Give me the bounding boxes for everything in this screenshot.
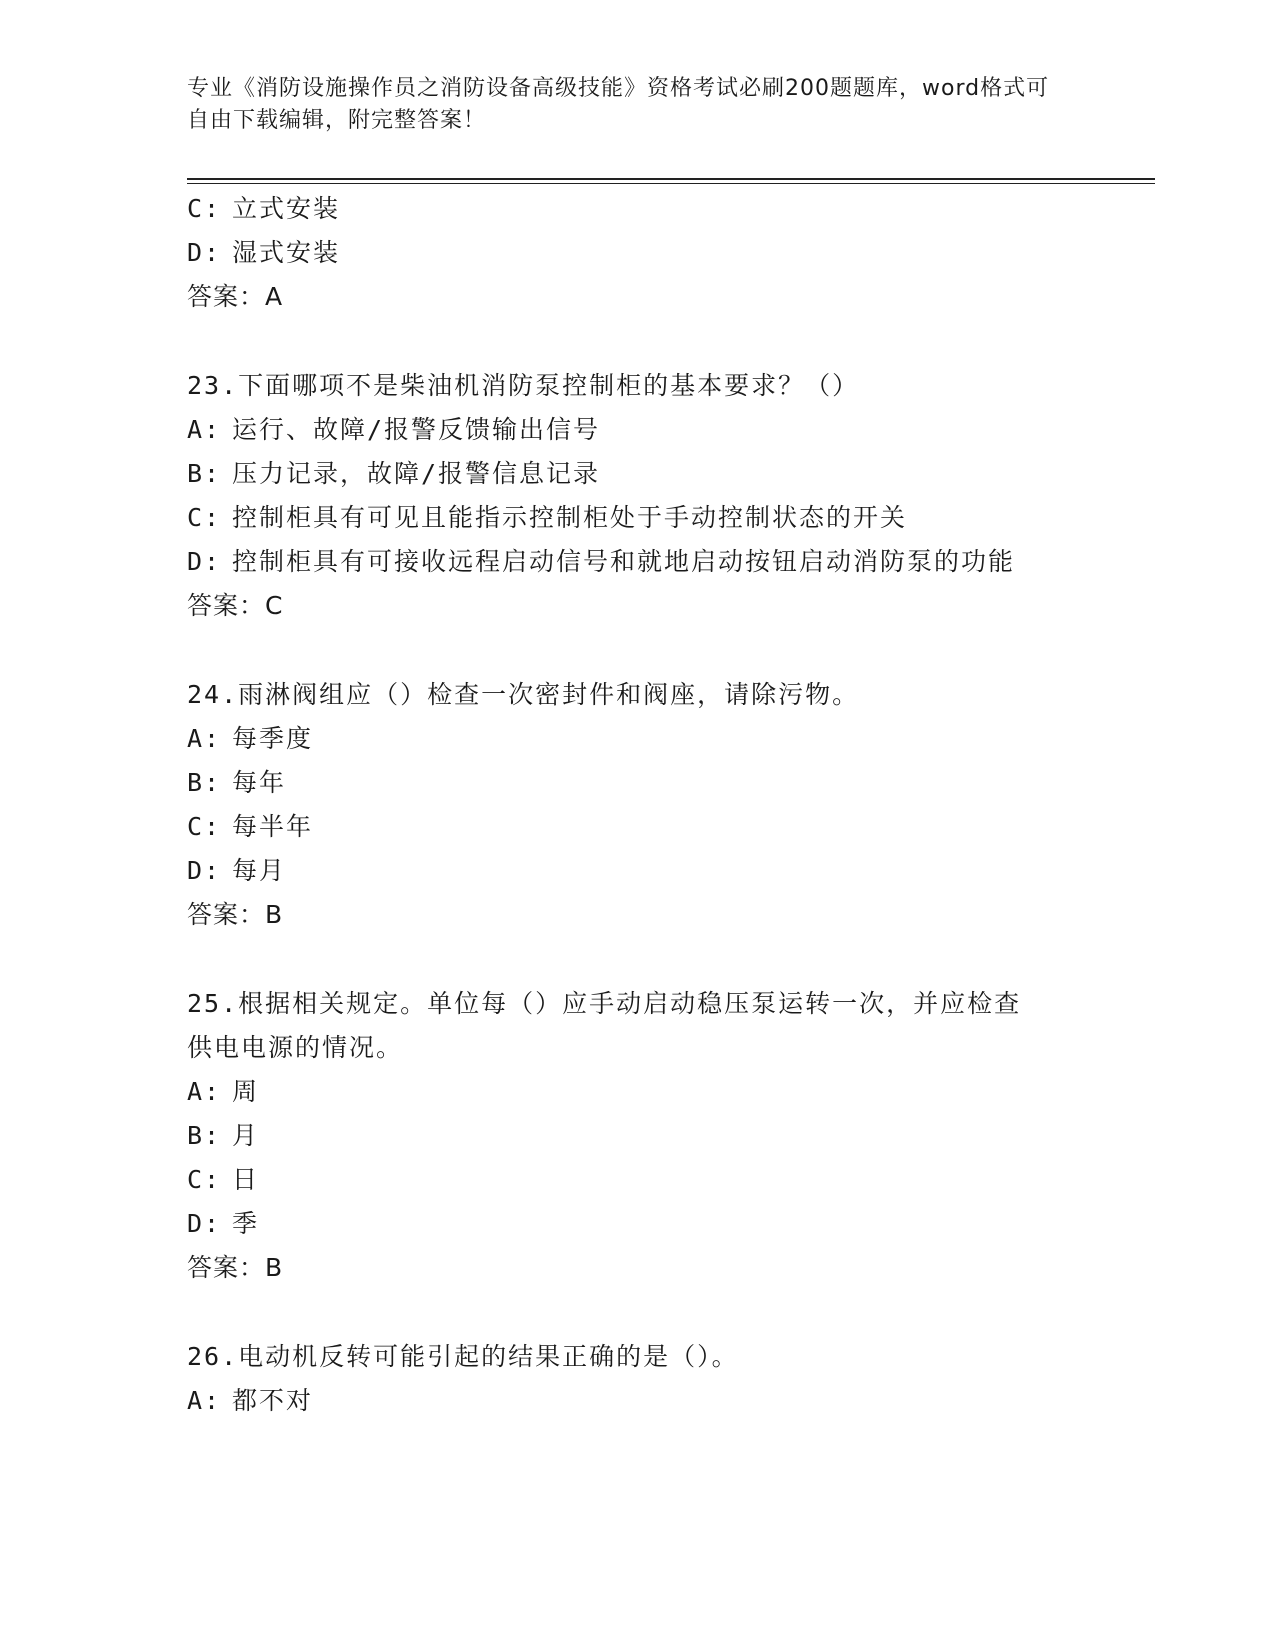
option-text: 每季度 <box>232 724 314 753</box>
option-a <box>187 414 600 446</box>
answer-line: 答案：C <box>187 591 284 620</box>
option-c <box>187 811 313 843</box>
option-key: A: <box>187 415 222 444</box>
option-a <box>187 1385 313 1417</box>
option-key: A: <box>187 1386 222 1415</box>
option-a <box>187 723 313 755</box>
option-d <box>187 1208 259 1240</box>
option-b <box>187 767 286 799</box>
option-key: A: <box>187 724 222 753</box>
option-text: 每年 <box>232 768 287 797</box>
option-key: D: <box>187 1209 222 1238</box>
option-text: 季 <box>232 1209 260 1238</box>
header-rule-thick <box>187 178 1155 180</box>
option-text: 周 <box>232 1077 260 1106</box>
option-text: 都不对 <box>232 1386 314 1415</box>
question-stem-continued: 供电电源的情况。 <box>187 1033 404 1062</box>
option-text: 立式安装 <box>232 194 341 223</box>
option-a <box>187 1076 259 1108</box>
question-stem: 24.雨淋阀组应（）检查一次密封件和阀座，请除污物。 <box>187 680 860 709</box>
option-key: D: <box>187 238 222 267</box>
option-c <box>187 193 340 225</box>
option-b <box>187 458 600 490</box>
option-key: C: <box>187 194 222 223</box>
option-text: 运行、故障/报警反馈输出信号 <box>232 415 601 444</box>
option-key: C: <box>187 503 222 532</box>
option-text: 月 <box>232 1121 260 1150</box>
answer-line: 答案：A <box>187 282 284 311</box>
option-key: C: <box>187 812 222 841</box>
option-b <box>187 1120 259 1152</box>
option-key: B: <box>187 768 222 797</box>
question-stem: 25.根据相关规定。单位每（）应手动启动稳压泵运转一次，并应检查 <box>187 989 1022 1018</box>
option-c <box>187 502 907 534</box>
option-d <box>187 855 286 887</box>
option-text: 压力记录，故障/报警信息记录 <box>232 459 601 488</box>
option-text: 控制柜具有可见且能指示控制柜处于手动控制状态的开关 <box>232 503 908 532</box>
option-key: A: <box>187 1077 222 1106</box>
option-key: D: <box>187 856 222 885</box>
option-text: 湿式安装 <box>232 238 341 267</box>
option-key: D: <box>187 547 222 576</box>
option-text: 控制柜具有可接收远程启动信号和就地启动按钮启动消防泵的功能 <box>232 547 1016 576</box>
option-d <box>187 546 1015 578</box>
option-text: 日 <box>232 1165 260 1194</box>
option-key: B: <box>187 459 222 488</box>
option-text: 每月 <box>232 856 287 885</box>
option-c <box>187 1164 259 1196</box>
header-rule-thin <box>187 183 1155 184</box>
option-d <box>187 237 340 269</box>
option-key: B: <box>187 1121 222 1150</box>
question-stem: 26.电动机反转可能引起的结果正确的是（）。 <box>187 1342 739 1371</box>
option-key: C: <box>187 1165 222 1194</box>
answer-line: 答案：B <box>187 1253 284 1282</box>
document-header: 专业《消防设施操作员之消防设备高级技能》资格考试必刷200题题库，word格式可自由下载编辑，附完整答案！ <box>187 76 1050 133</box>
answer-line: 答案：B <box>187 900 284 929</box>
option-text: 每半年 <box>232 812 314 841</box>
question-stem: 23.下面哪项不是柴油机消防泵控制柜的基本要求？（） <box>187 371 860 400</box>
